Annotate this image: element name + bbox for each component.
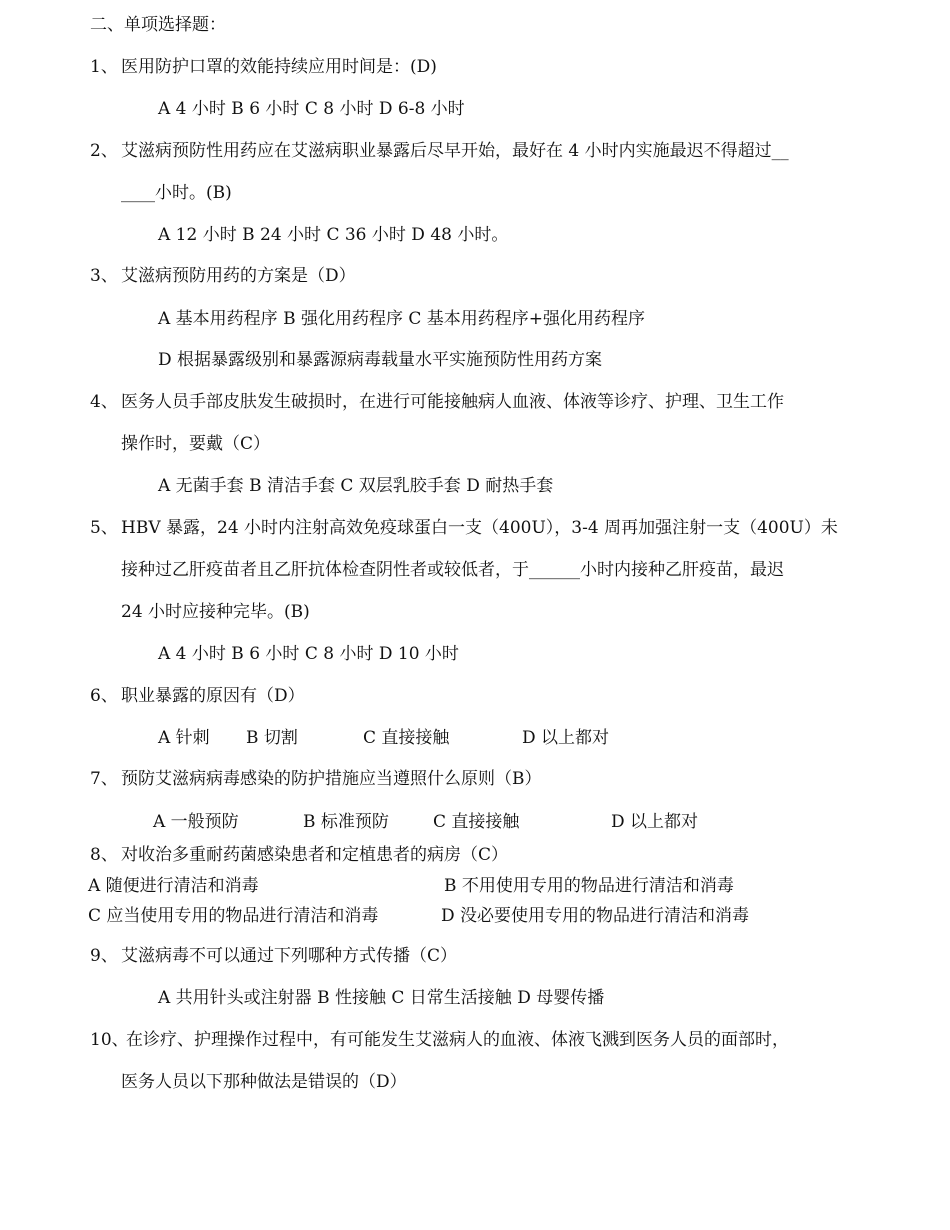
question-4-number: 4、	[90, 392, 118, 412]
question-5-stem-line-2: 接种过乙肝疫苗者且乙肝抗体检查阴性者或较低者，于______小时内接种乙肝疫苗，最迟	[121, 560, 784, 580]
question-9-options: A 共用针头或注射器 B 性接触 C 日常生活接触 D 母婴传播	[158, 988, 605, 1008]
question-5-options: A 4 小时 B 6 小时 C 8 小时 D 10 小时	[158, 644, 459, 664]
question-5-stem-line-1: HBV 暴露，24 小时内注射高效免疫球蛋白一支（400U），3-4 周再加强注射一支（400U）未	[121, 518, 838, 538]
question-8-option-d: D 没必要使用专用的物品进行清洁和消毒	[441, 906, 750, 926]
question-8-option-c: C 应当使用专用的物品进行清洁和消毒	[88, 906, 379, 926]
question-4-stem-line-2: 操作时，要戴（C）	[121, 434, 271, 454]
question-3-options-line-1: A 基本用药程序 B 强化用药程序 C 基本用药程序+强化用药程序	[158, 309, 646, 329]
question-8-option-b: B 不用使用专用的物品进行清洁和消毒	[444, 876, 734, 896]
question-6-option-a: A 针刺	[158, 728, 210, 748]
question-6-number: 6、	[90, 686, 118, 706]
question-1-options: A 4 小时 B 6 小时 C 8 小时 D 6-8 小时	[158, 99, 465, 119]
question-8-option-a: A 随便进行清洁和消毒	[88, 876, 259, 896]
question-4-options: A 无菌手套 B 清洁手套 C 双层乳胶手套 D 耐热手套	[158, 476, 554, 496]
question-8-stem: 对收治多重耐药菌感染患者和定植患者的病房（C）	[121, 845, 509, 865]
question-2-number: 2、	[90, 141, 118, 161]
question-7-option-d: D 以上都对	[611, 812, 699, 832]
question-6-stem: 职业暴露的原因有（D）	[121, 686, 305, 706]
question-6-option-d: D 以上都对	[522, 728, 610, 748]
question-3-options-line-2: D 根据暴露级别和暴露源病毒载量水平实施预防性用药方案	[158, 350, 603, 370]
question-4-stem-line-1: 医务人员手部皮肤发生破损时，在进行可能接触病人血液、体液等诊疗、护理、卫生工作	[121, 392, 784, 412]
question-7-option-c: C 直接接触	[433, 812, 520, 832]
question-10-number: 10、	[90, 1030, 129, 1050]
question-5-number: 5、	[90, 518, 118, 538]
question-1-stem: 医用防护口罩的效能持续应用时间是：(D)	[121, 57, 437, 77]
question-5-stem-line-3: 24 小时应接种完毕。(B)	[121, 602, 310, 622]
question-7-number: 7、	[90, 769, 118, 789]
question-7-stem: 预防艾滋病病毒感染的防护措施应当遵照什么原则（B）	[121, 769, 542, 789]
question-6-option-c: C 直接接触	[363, 728, 450, 748]
section-heading: 二、单项选择题：	[90, 15, 226, 35]
question-7-option-a: A 一般预防	[153, 812, 239, 832]
question-7-option-b: B 标准预防	[303, 812, 389, 832]
question-3-number: 3、	[90, 266, 118, 286]
question-6-option-b: B 切割	[246, 728, 298, 748]
question-9-stem: 艾滋病毒不可以通过下列哪种方式传播（C）	[121, 946, 458, 966]
question-2-stem-line-2: ____小时。(B)	[121, 183, 232, 203]
question-8-number: 8、	[90, 845, 118, 865]
question-10-stem-line-1: 在诊疗、护理操作过程中，有可能发生艾滋病人的血液、体液飞溅到医务人员的面部时，	[126, 1030, 789, 1050]
question-2-options: A 12 小时 B 24 小时 C 36 小时 D 48 小时。	[158, 225, 509, 245]
question-10-stem-line-2: 医务人员以下那种做法是错误的（D）	[121, 1072, 407, 1092]
question-3-stem: 艾滋病预防用药的方案是（D）	[121, 266, 356, 286]
question-9-number: 9、	[90, 946, 118, 966]
question-2-stem-line-1: 艾滋病预防性用药应在艾滋病职业暴露后尽早开始，最好在 4 小时内实施最迟不得超过__	[121, 141, 789, 161]
question-1-number: 1、	[90, 57, 118, 77]
